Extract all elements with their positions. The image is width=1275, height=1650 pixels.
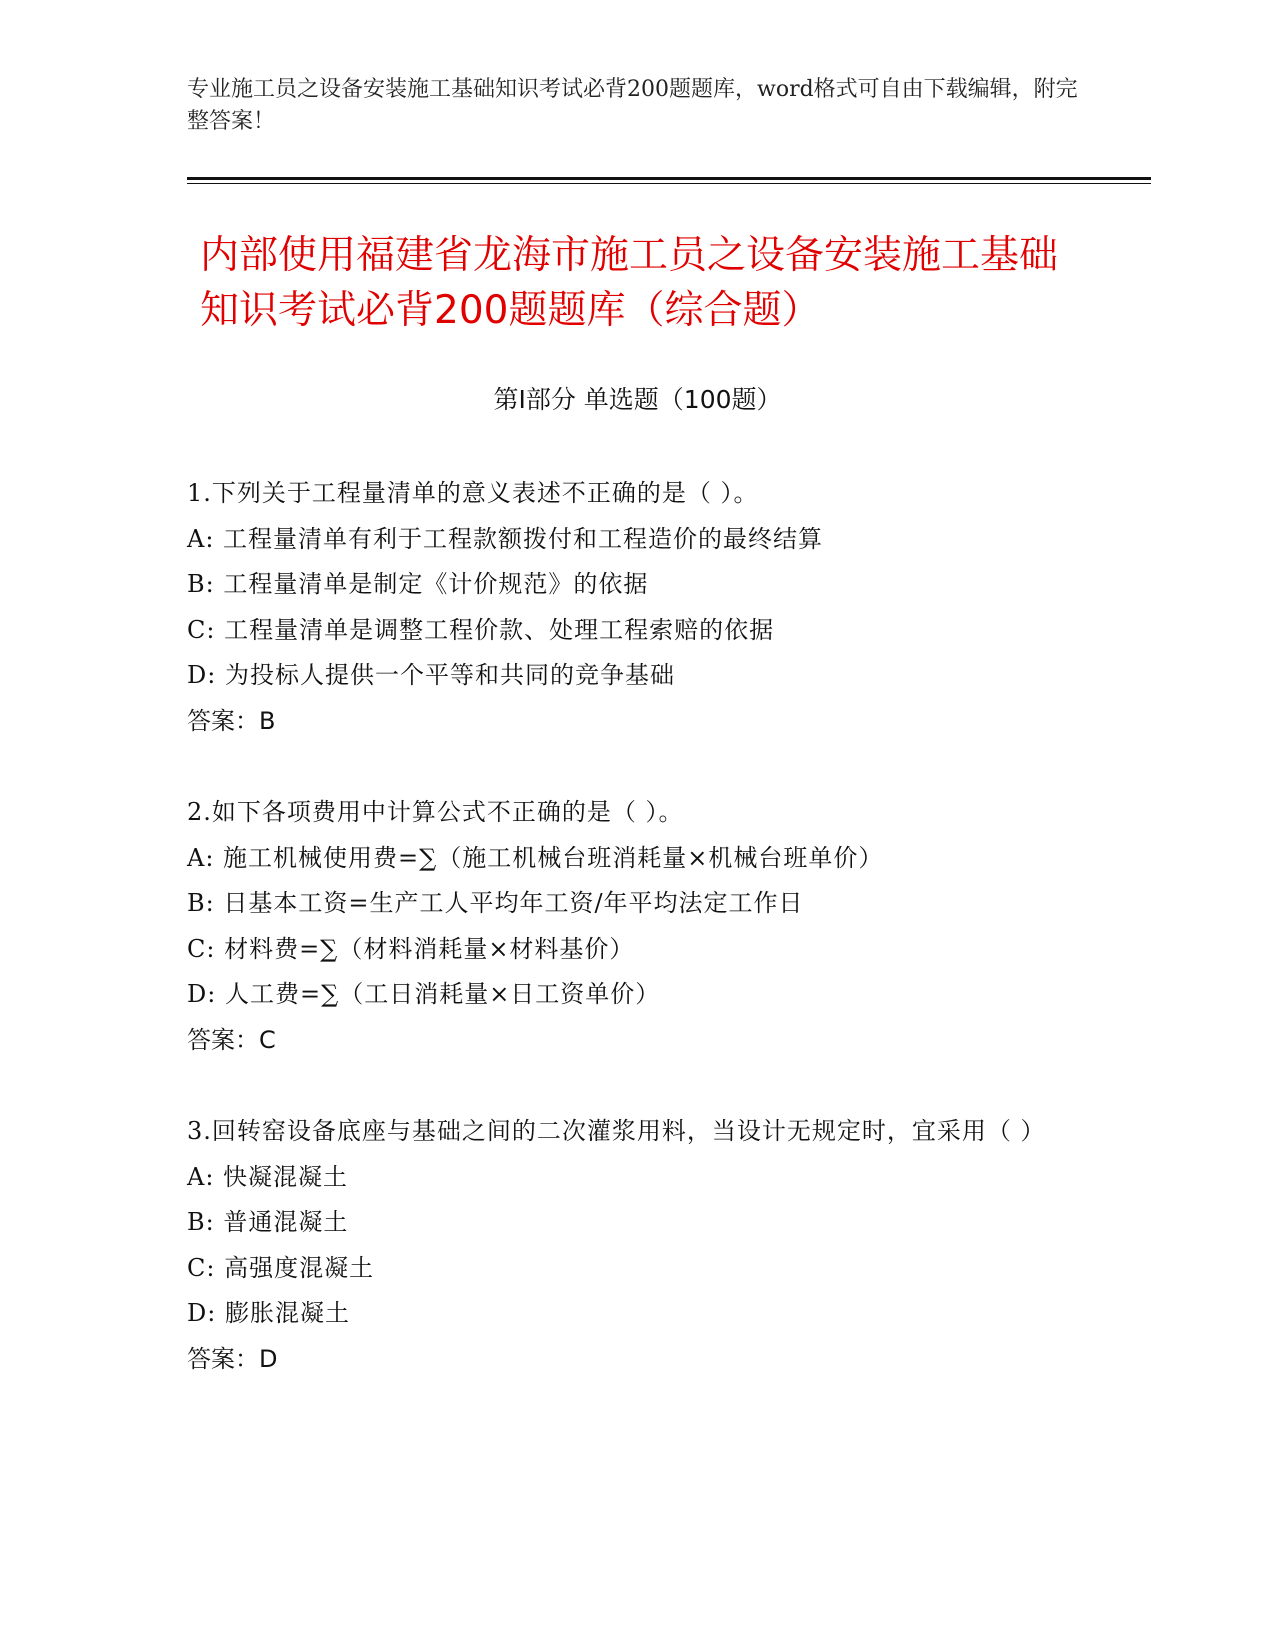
header-rule-thin [187,183,1151,184]
answer: 答案：C [187,1025,276,1054]
question-stem: 1.下列关于工程量清单的意义表述不正确的是（ ）。 [187,479,759,507]
option-b: B: 工程量清单是制定《计价规范》的依据 [187,570,649,598]
question-3 [187,1109,1087,1382]
option-c: C: 材料费=∑（材料消耗量×材料基价） [187,934,635,963]
question-2 [187,790,1087,1063]
document-title: 内部使用福建省龙海市施工员之设备安装施工基础知识考试必背200题题库（综合题） [200,233,1059,333]
option-a: A: 快凝混凝土 [187,1162,349,1191]
option-d: D: 膨胀混凝土 [187,1299,350,1327]
option-b: B: 日基本工资=生产工人平均年工资/年平均法定工作日 [187,889,804,917]
option-b: B: 普通混凝土 [187,1208,349,1236]
question-1 [187,471,1087,744]
option-a: A: 工程量清单有利于工程款额拨付和工程造价的最终结算 [187,524,824,553]
question-stem: 3.回转窑设备底座与基础之间的二次灌浆用料，当设计无规定时，宜采用（ ） [187,1117,1046,1145]
section-title: 第I部分 单选题（100题） [493,385,782,414]
option-a: A: 施工机械使用费=∑（施工机械台班消耗量×机械台班单价） [187,843,884,872]
question-stem: 2.如下各项费用中计算公式不正确的是（ ）。 [187,798,684,826]
option-c: C: 工程量清单是调整工程价款、处理工程索赔的依据 [187,615,775,644]
option-d: D: 人工费=∑（工日消耗量×日工资单价） [187,980,661,1008]
answer: 答案：B [187,706,276,735]
option-c: C: 高强度混凝土 [187,1253,375,1282]
option-d: D: 为投标人提供一个平等和共同的竞争基础 [187,661,675,689]
header-note: 专业施工员之设备安装施工基础知识考试必背200题题库，word格式可自由下载编辑，附完整答案！ [187,77,1078,134]
header-rule-thick [187,177,1151,180]
answer: 答案：D [187,1344,278,1373]
